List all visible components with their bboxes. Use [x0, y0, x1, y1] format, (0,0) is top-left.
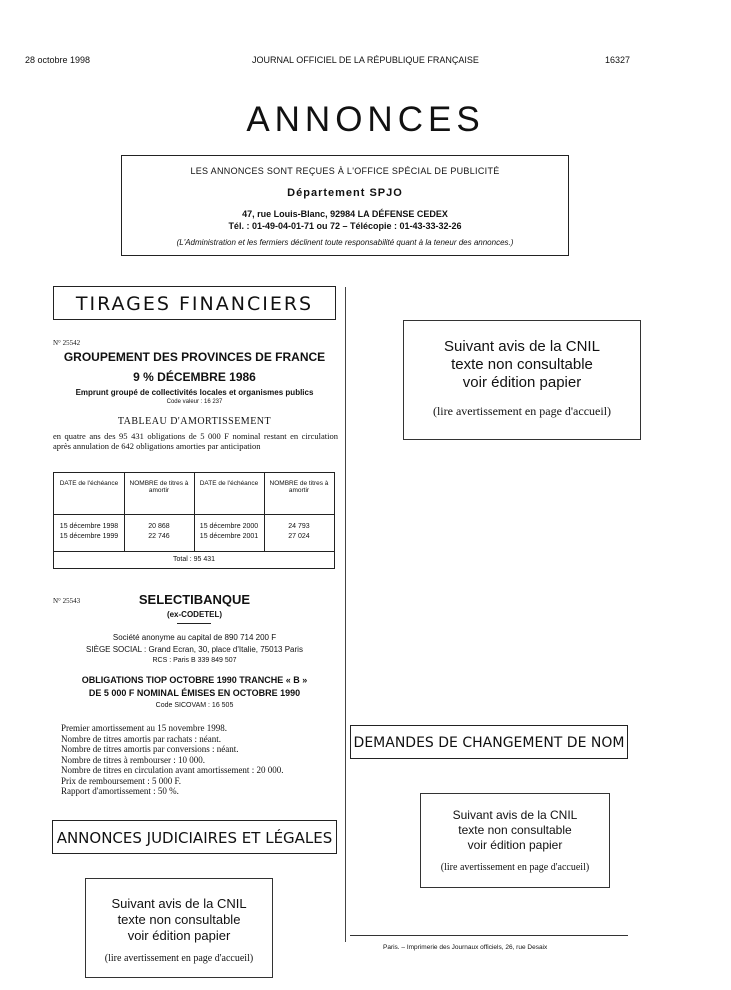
amortization-table — [53, 472, 335, 569]
notice-detail-line: Nombre de titres à rembourser : 10 000. — [61, 754, 205, 765]
section-title-judiciaires: ANNONCES JUDICIAIRES ET LÉGALES — [52, 820, 337, 854]
cnil-line: texte non consultable — [117, 912, 241, 927]
cnil-note: (lire avertissement en page d'accueil) — [440, 862, 590, 873]
table-cell: 15 décembre 2000 — [199, 523, 259, 530]
section-title-demandes: DEMANDES DE CHANGEMENT DE NOM — [350, 725, 628, 759]
table-cell: 15 décembre 1998 — [59, 523, 119, 530]
notice-detail-line: Nombre de titres en circulation avant amortissement : 20 000. — [61, 765, 284, 775]
notice-description: Emprunt groupé de collectivités locales et organismes publics — [75, 388, 314, 397]
table-cell: 15 décembre 2001 — [199, 533, 259, 540]
cnil-text — [86, 896, 272, 944]
notice-former-name: (ex-CODETEL) — [166, 610, 223, 619]
cnil-line: Suivant avis de la CNIL — [444, 338, 600, 355]
table-cell: 15 décembre 1999 — [59, 533, 119, 540]
notice-details — [61, 723, 341, 797]
office-info-box — [121, 155, 569, 256]
notice-detail-line: Nombre de titres amortis par conversions : néant. — [61, 744, 239, 754]
office-department: Département SPJO — [287, 187, 403, 199]
cnil-notice-box — [403, 320, 641, 440]
office-telephone: Tél. : 01-49-04-01-71 ou 72 – Télécopie : 01-43-33-32-26 — [228, 221, 462, 231]
notice-obligations-line: DE 5 000 F NOMINAL ÉMISES EN OCTOBRE 1990 — [88, 688, 301, 698]
notice-company-capital: Société anonyme au capital de 890 714 200 F — [112, 633, 277, 642]
printer-footer: Paris. – Imprimerie des Journaux officiels, 26, rue Desaix — [383, 944, 548, 951]
office-disclaimer: (L'Administration et les fermiers déclinent toute responsabilité quant à la teneur des annonces.) — [176, 238, 514, 247]
table-cell: 20 868 — [148, 523, 170, 530]
notice-organization: GROUPEMENT DES PROVINCES DE FRANCE — [63, 350, 326, 364]
journal-title: JOURNAL OFFICIEL DE LA RÉPUBLIQUE FRANÇAISE — [252, 55, 479, 65]
cnil-line: voir édition papier — [467, 838, 563, 852]
notice-loan-title: 9 % DÉCEMBRE 1986 — [133, 370, 256, 384]
table-total-rule — [54, 551, 334, 552]
cnil-text — [404, 338, 640, 392]
section-title-tirages: TIRAGES FINANCIERS — [53, 286, 336, 320]
cnil-line: voir édition papier — [127, 928, 231, 943]
issue-date: 28 octobre 1998 — [25, 55, 91, 65]
column-divider — [345, 287, 346, 942]
notice-sicovam-code: Code SICOVAM : 16 505 — [155, 702, 234, 709]
notice-rcs: RCS : Paris B 339 849 507 — [152, 657, 237, 664]
table-header-cell: DATE de l'échéance — [59, 480, 119, 487]
page-title: ANNONCES — [246, 100, 485, 139]
amortization-table-title: TABLEAU D'AMORTISSEMENT — [117, 416, 272, 427]
table-header-cell: NOMBRE de titres à amortir — [269, 480, 329, 494]
cnil-notice-box — [85, 878, 273, 978]
notice-obligations-line: OBLIGATIONS TIOP OCTOBRE 1990 TRANCHE « B » — [81, 675, 308, 685]
notice-detail-line: Rapport d'amortissement : 50 %. — [61, 786, 179, 796]
cnil-line: texte non consultable — [458, 823, 572, 837]
table-cell: 27 024 — [288, 533, 310, 540]
table-header-cell: DATE de l'échéance — [199, 480, 259, 487]
notice-code: Code valeur : 16 237 — [166, 399, 223, 405]
notice-number: N° 25543 — [53, 597, 81, 605]
table-total: Total : 95 431 — [172, 556, 216, 563]
notice-detail-line: Nombre de titres amortis par rachats : néant. — [61, 733, 221, 744]
notice-paragraph: en quatre ans des 95 431 obligations de 5 000 F nominal restant en circulation après annulation de 642 obligations amorties par anticipation — [53, 431, 338, 451]
page-number: 16327 — [605, 55, 631, 65]
table-cell: 24 793 — [288, 523, 310, 530]
notice-number: N° 25542 — [53, 339, 81, 347]
cnil-notice-box — [420, 793, 610, 888]
footer-rule — [350, 935, 628, 936]
divider — [177, 623, 211, 624]
office-reception-line: LES ANNONCES SONT REÇUES À L'OFFICE SPÉCIAL DE PUBLICITÉ — [190, 166, 500, 176]
notice-head-office: SIÈGE SOCIAL : Grand Ecran, 30, place d'Italie, 75013 Paris — [86, 645, 303, 654]
cnil-line: Suivant avis de la CNIL — [452, 808, 578, 822]
notice-detail-line: Prix de remboursement : 5 000 F. — [61, 775, 182, 786]
cnil-note: (lire avertissement en page d'accueil) — [432, 404, 612, 418]
cnil-line: Suivant avis de la CNIL — [111, 896, 247, 911]
cnil-line: texte non consultable — [451, 356, 593, 373]
office-address: 47, rue Louis-Blanc, 92984 LA DÉFENSE CEDEX — [242, 209, 448, 219]
table-header-cell: NOMBRE de titres à amortir — [129, 480, 189, 494]
notice-detail-line: Premier amortissement au 15 novembre 1998. — [61, 723, 227, 733]
cnil-line: voir édition papier — [462, 374, 582, 391]
cnil-note: (lire avertissement en page d'accueil) — [104, 953, 254, 964]
notice-company-name: SELECTIBANQUE — [138, 592, 251, 607]
cnil-text — [421, 808, 609, 853]
table-cell: 22 746 — [148, 533, 170, 540]
